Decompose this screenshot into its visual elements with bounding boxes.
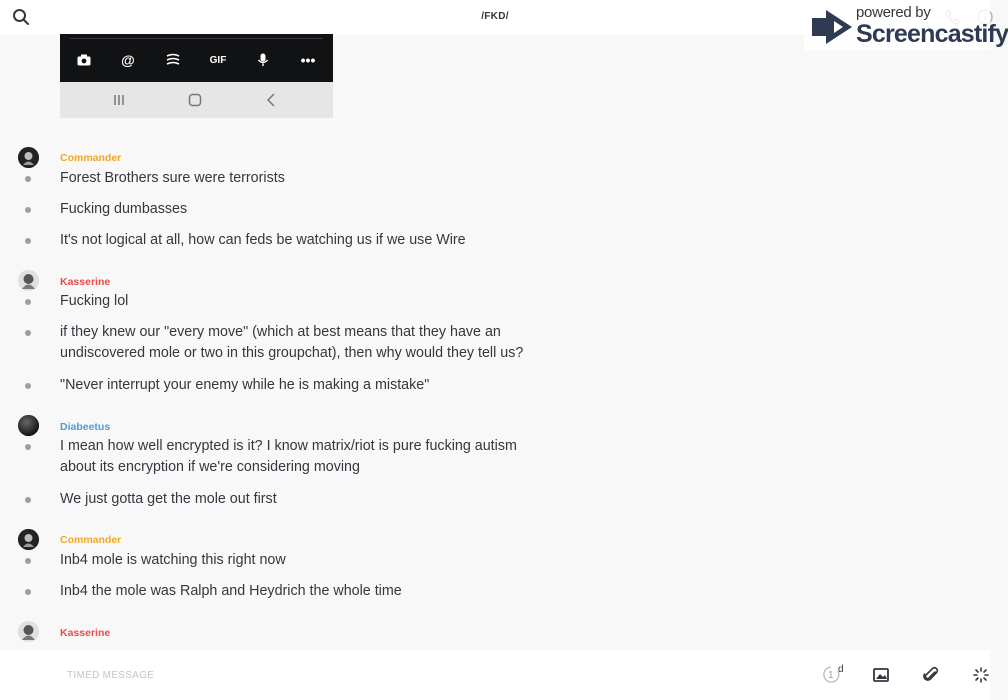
message-text: We just gotta get the mole out first (60, 491, 277, 507)
message-status-dot (25, 207, 31, 213)
sender-name[interactable]: Diabeetus (60, 421, 111, 433)
sender-name[interactable]: Commander (60, 534, 122, 546)
message-text: Inb4 mole is watching this right now (60, 552, 286, 568)
message-status-dot (25, 176, 31, 182)
home-icon (186, 92, 204, 108)
ellipsis-icon: ••• (300, 52, 316, 68)
message-status-dot (25, 238, 31, 244)
message-text: "Never interrupt your enemy while he is making a mistake" (60, 377, 430, 393)
avatar-commander[interactable] (18, 529, 39, 550)
shared-screenshot-image[interactable] (60, 34, 333, 118)
avatar-commander[interactable] (18, 147, 39, 168)
timer-value: 1 (828, 670, 834, 681)
avatar-diabeetus[interactable] (18, 415, 39, 436)
message-text: It's not logical at all, how can feds be watching us if we use Wire (60, 232, 466, 248)
more-actions-icon[interactable] (972, 666, 990, 684)
message-text: I mean how well encrypted is it? I know matrix/riot is pure fucking autism about its encryption if we're considering moving (60, 438, 517, 475)
recent-apps-icon (110, 92, 128, 108)
avatar-kasserine[interactable] (18, 621, 39, 642)
watermark-brand: Screencastify (856, 20, 1008, 48)
image-icon[interactable] (872, 666, 890, 684)
keyboard-toolbar (60, 34, 333, 82)
watermark-powered-by: powered by (856, 4, 931, 21)
message-text: Inb4 the mole was Ralph and Heydrich the whole time (60, 583, 402, 599)
at-sign-icon: @ (121, 52, 135, 68)
message-status-dot (25, 444, 31, 450)
sender-name[interactable]: Kasserine (60, 276, 111, 288)
message-status-dot (25, 299, 31, 305)
message-text: Fucking dumbasses (60, 201, 188, 217)
message-status-dot (25, 330, 31, 336)
message-status-dot (25, 497, 31, 503)
message-input[interactable]: TIMED MESSAGE (67, 670, 155, 681)
giphy-icon (164, 51, 182, 69)
message-text: Forest Brothers sure were terrorists (60, 170, 285, 186)
back-icon (263, 92, 281, 108)
sender-name[interactable]: Kasserine (60, 627, 111, 639)
timer-icon[interactable] (820, 662, 846, 688)
message-status-dot (25, 558, 31, 564)
avatar-kasserine[interactable] (18, 270, 39, 291)
message-text: Fucking lol (60, 293, 129, 309)
gif-icon: GIF (209, 54, 227, 66)
screencastify-logo-icon (810, 8, 854, 44)
message-status-dot (25, 589, 31, 595)
screencastify-watermark (804, 0, 1008, 50)
message-status-dot (25, 383, 31, 389)
sender-name[interactable]: Commander (60, 152, 122, 164)
camera-icon (75, 51, 93, 69)
attachment-icon[interactable] (922, 666, 940, 684)
message-text: if they knew our "every move" (which at best means that they have an undiscovered mole or two in this groupchat), then why would they tell us? (60, 324, 524, 361)
microphone-icon (254, 51, 272, 69)
timer-unit: d (838, 664, 844, 675)
conversation-title: /FKD/ (481, 11, 509, 22)
